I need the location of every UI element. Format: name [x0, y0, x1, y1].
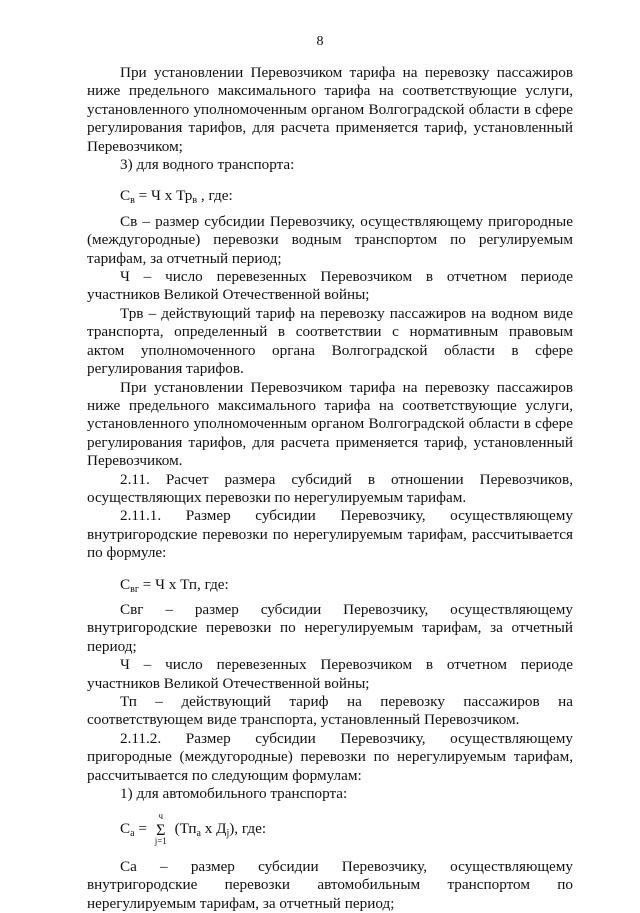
paragraph-water-transport-heading: 3) для водного транспорта:: [120, 156, 295, 174]
formula-water: $С_в = Ч$ х $Тр_в$ , где:: [120, 187, 233, 207]
summation-sign: ч Σ j=1: [154, 811, 167, 847]
paragraph-ch-definition-2: Ч – число перевезенных Перевозчиком в отчетном периоде участников Великой Отечественной войны;: [87, 656, 573, 692]
paragraph-tariff-note-2: При установлении Перевозчиком тарифа на перевозку пассажиров ниже предельного максимального тарифа на соответствующие услуги, установленного уполномоченным органом Волгоградской области в сфере регулирования тарифов, для расчета применяется тариф, установленный Перевозчиком.: [87, 378, 573, 470]
document-body: [87, 64, 573, 913]
paragraph-ca-definition: Са – размер субсидии Перевозчику, осуществляющему внутригородские перевозки автомобильным транспортом по нерегулируемым тарифам, за отчетный период;: [87, 857, 573, 912]
paragraph-cvg-definition: Свг – размер субсидии Перевозчику, осуществляющему внутригородские перевозки по нерегулируемым тарифам, за отчетный период;: [87, 600, 573, 655]
page-number: 8: [316, 34, 324, 49]
paragraph-trv-definition: Трв – действующий тариф на перевозку пассажиров на водном виде транспорта, определенный в соответствии с нормативным правовым актом уполномоченного органа Волгоградской области в сфере регулирования тарифов.: [87, 304, 573, 378]
paragraph-2-11: 2.11. Расчет размера субсидий в отношении Перевозчиков, осуществляющих перевозки по нерегулируемым тарифам.: [87, 470, 573, 506]
paragraph-2-11-1: 2.11.1. Размер субсидии Перевозчику, осуществляющему внутригородские перевозки по нерегулируемым тарифам, рассчитывается по формуле:: [87, 507, 573, 562]
paragraph-tp-definition: Тп – действующий тариф на перевозку пассажиров на соответствующем виде транспорта, установленный Перевозчиком.: [87, 693, 573, 729]
formula-urban: $С_{вг} = Ч$ х Тп, где:: [120, 575, 229, 595]
paragraph-2-11-2: 2.11.2. Размер субсидии Перевозчику, осуществляющему пригородные (междугородные) перевозки по нерегулируемым тарифам, рассчитывается по следующим формулам:: [87, 729, 573, 784]
paragraph-cv-definition: Св – размер субсидии Перевозчику, осуществляющему пригородные (междугородные) перевозки водным транспортом по регулируемым тарифам, за отчетный период;: [87, 212, 573, 267]
paragraph-auto-transport-heading: 1) для автомобильного транспорта:: [120, 785, 348, 803]
formula-auto: $С_а$ = ч Σ j=1 ($Тп_а$ х $Д_j$), где:: [120, 811, 267, 847]
paragraph-tariff-note-1: При установлении Перевозчиком тарифа на перевозку пассажиров ниже предельного максимального тарифа на соответствующие услуги, установленного уполномоченным органом Волгоградской области в сфере регулирования тарифов, для расчета применяется тариф, установленный Перевозчиком;: [87, 64, 573, 155]
paragraph-ch-definition-1: Ч – число перевезенных Перевозчиком в отчетном периоде участников Великой Отечественной войны;: [87, 268, 573, 304]
